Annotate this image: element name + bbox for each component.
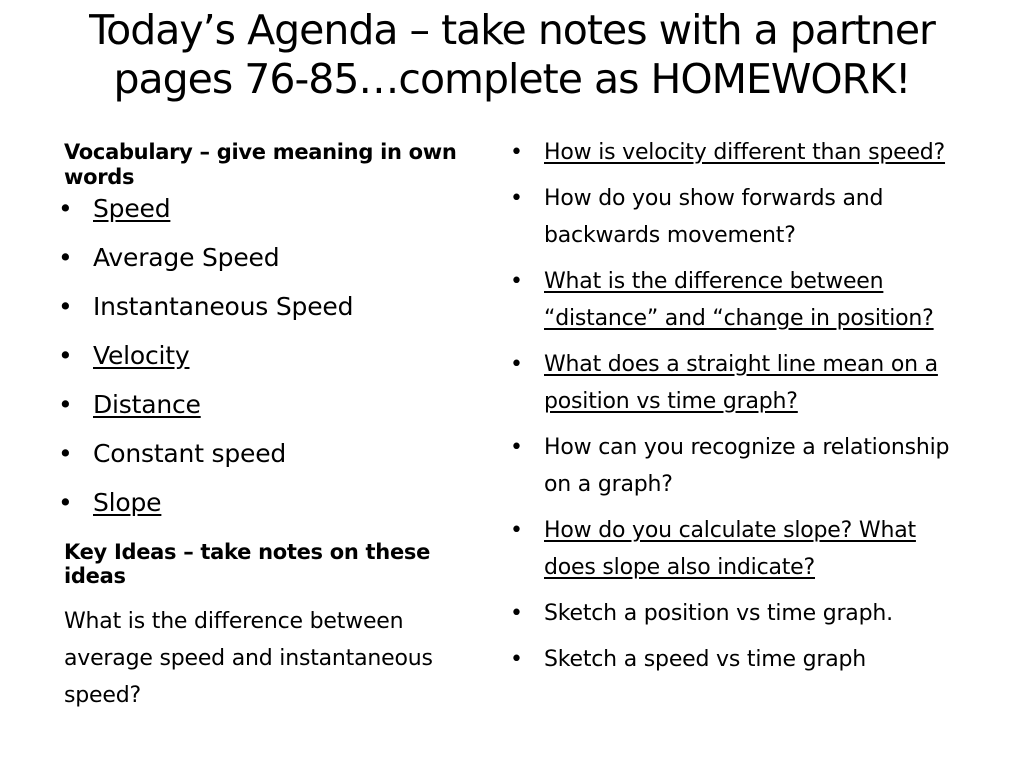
- bullet-icon: •: [58, 487, 73, 517]
- bullet-icon: •: [510, 601, 523, 626]
- question-item: [498, 134, 968, 171]
- vocab-term-instantaneous-speed: Instantaneous Speed: [93, 291, 354, 321]
- vocab-item: [48, 194, 488, 224]
- question-item: [498, 595, 968, 632]
- bullet-icon: •: [58, 193, 73, 223]
- question-text: How is velocity different than speed?: [544, 140, 946, 165]
- left-column: [48, 140, 488, 714]
- title-line-1: Today’s Agenda – take notes with a partner: [89, 6, 935, 54]
- question-text: Sketch a position vs time graph.: [544, 601, 893, 626]
- question-item: [498, 512, 968, 586]
- bullet-icon: •: [58, 340, 73, 370]
- question-text: What does a straight line mean on a position vs time graph?: [544, 352, 938, 414]
- vocab-item: [48, 292, 488, 322]
- question-item: [498, 263, 968, 337]
- vocab-item: [48, 488, 488, 518]
- question-item: [498, 180, 968, 254]
- vocab-item: [48, 341, 488, 371]
- question-text: How do you show forwards and backwards movement?: [544, 186, 884, 248]
- vocab-item: [48, 390, 488, 420]
- bullet-icon: •: [510, 518, 523, 543]
- key-ideas-heading: Key Ideas – take notes on these ideas: [64, 539, 431, 589]
- vocab-term-distance: Distance: [93, 389, 201, 419]
- question-text: Sketch a speed vs time graph: [544, 647, 867, 672]
- question-item: [498, 429, 968, 503]
- bullet-icon: •: [58, 242, 73, 272]
- vocabulary-list: [48, 194, 488, 518]
- right-column: [498, 134, 968, 678]
- bullet-icon: •: [58, 438, 73, 468]
- bullet-icon: •: [510, 140, 523, 165]
- question-text: How can you recognize a relationship on a graph?: [544, 435, 950, 497]
- question-item: [498, 346, 968, 420]
- title-line-2: pages 76-85…complete as HOMEWORK!: [113, 55, 911, 104]
- vocab-term-constant-speed: Constant speed: [93, 438, 287, 468]
- key-ideas-text: What is the difference between average speed and instantaneous speed?: [64, 609, 433, 709]
- question-text: What is the difference between “distance” and “change in position?: [544, 269, 934, 331]
- bullet-icon: •: [510, 269, 523, 294]
- bullet-icon: •: [58, 389, 73, 419]
- questions-list: [498, 134, 968, 678]
- bullet-icon: •: [510, 352, 523, 377]
- slide-title: [30, 6, 994, 104]
- vocab-term-velocity: Velocity: [93, 340, 190, 370]
- vocab-term-average-speed: Average Speed: [93, 242, 280, 272]
- bullet-icon: •: [58, 291, 73, 321]
- vocab-item: [48, 243, 488, 273]
- bullet-icon: •: [510, 647, 523, 672]
- question-item: [498, 641, 968, 678]
- bullet-icon: •: [510, 186, 523, 211]
- vocab-item: [48, 439, 488, 469]
- vocabulary-heading: Vocabulary – give meaning in own words: [64, 140, 457, 189]
- vocab-term-slope: Slope: [93, 487, 162, 517]
- bullet-icon: •: [510, 435, 523, 460]
- vocab-term-speed: Speed: [93, 193, 171, 223]
- question-text: How do you calculate slope? What does slope also indicate?: [544, 518, 916, 580]
